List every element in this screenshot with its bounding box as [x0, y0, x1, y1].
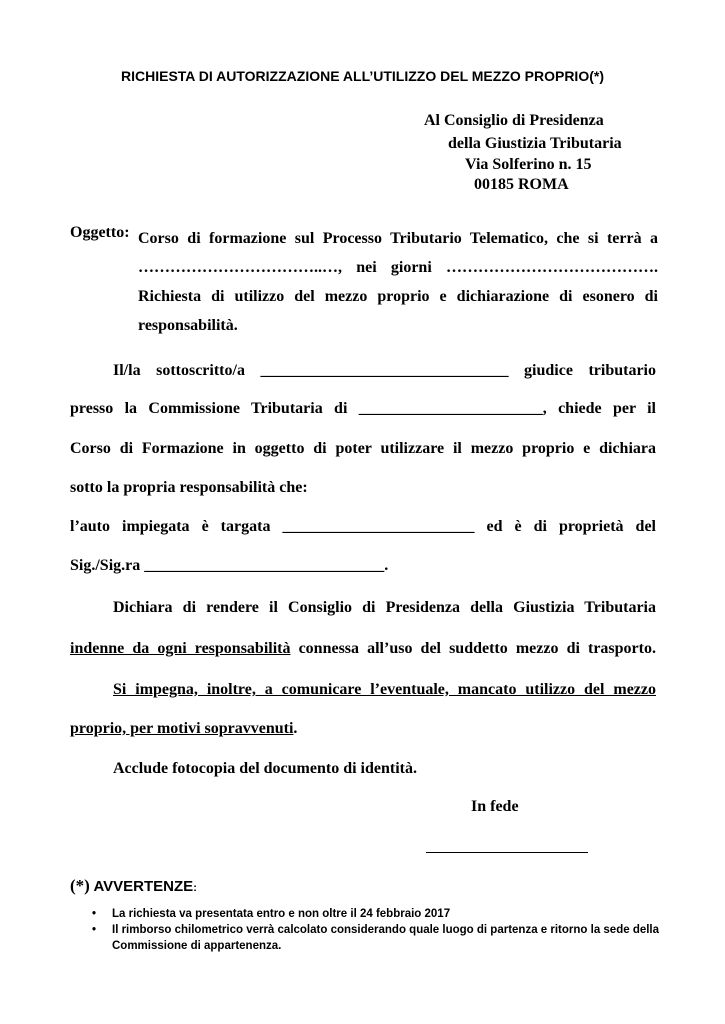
recipient-line-2: della Giustizia Tributaria	[448, 135, 622, 152]
recipient-line-4: 00185 ROMA	[474, 176, 569, 193]
recipient-line-1: Al Consiglio di Presidenza	[424, 112, 604, 129]
subject-line-2: ……………………………..…, nei giorni ………………………………….	[138, 259, 658, 276]
bullet-icon: •	[92, 908, 97, 920]
commitment-rest: .	[293, 720, 298, 737]
recipient-line-3: Via Solferino n. 15	[465, 156, 592, 173]
attachment-note: Acclude fotocopia del documento di identità.	[113, 760, 417, 777]
bullet-icon: •	[92, 924, 97, 936]
declaration-line-2: presso la Commissione Tributaria di _______________________, chiede per il	[70, 400, 656, 417]
warnings-list	[92, 906, 662, 954]
liability-underlined: indenne da ogni responsabilità	[70, 640, 291, 657]
warning-text: Il rimborso chilometrico verrà calcolato considerando quale luogo di partenza e ritorno la sede della Commissione di appartenenza.	[112, 924, 660, 952]
declaration-line-3: Corso di Formazione in oggetto di poter utilizzare il mezzo proprio e dichiara	[70, 440, 656, 457]
commitment-line-2	[70, 720, 656, 738]
liability-line-2	[70, 640, 656, 658]
document-title: RICHIESTA DI AUTORIZZAZIONE ALL’UTILIZZO DEL MEZZO PROPRIO(*)	[121, 68, 604, 84]
warnings-colon: :	[193, 882, 197, 894]
commitment-line-1: Si impegna, inoltre, a comunicare l’eventuale, mancato utilizzo del mezzo	[113, 681, 656, 698]
subject-label: Oggetto:	[70, 224, 130, 241]
vehicle-line-1: l’auto impiegata è targata ________________________ ed è di proprietà del	[70, 518, 656, 535]
warnings-marker: (*)	[70, 876, 90, 895]
liability-line-1: Dichiara di rendere il Consiglio di Presidenza della Giustizia Tributaria	[113, 599, 656, 616]
commitment-underlined: proprio, per motivi sopravvenuti	[70, 720, 294, 737]
declaration-line-1: Il/la sottoscritto/a _______________________________ giudice tributario	[113, 362, 656, 379]
declaration-line-4: sotto la propria responsabilità che:	[70, 479, 308, 496]
signature-line	[426, 852, 588, 853]
subject-text	[138, 224, 658, 340]
warning-text: La richiesta va presentata entro e non oltre il 24 febbraio 2017	[112, 908, 451, 920]
closing-in-fede: In fede	[471, 798, 519, 815]
subject-line-4: responsabilità.	[138, 317, 238, 334]
subject-line-3: Richiesta di utilizzo del mezzo proprio e dichiarazione di esonero di	[138, 288, 658, 305]
subject-line-1: Corso di formazione sul Processo Tributario Telematico, che si terrà a	[138, 230, 658, 247]
list-item	[92, 906, 662, 922]
vehicle-line-2: Sig./Sig.ra ______________________________.	[70, 557, 389, 574]
liability-rest: connessa all’uso del suddetto mezzo di trasporto.	[290, 640, 656, 657]
warnings-heading	[70, 876, 197, 896]
warnings-label: AVVERTENZE	[93, 878, 194, 895]
list-item	[92, 922, 662, 954]
